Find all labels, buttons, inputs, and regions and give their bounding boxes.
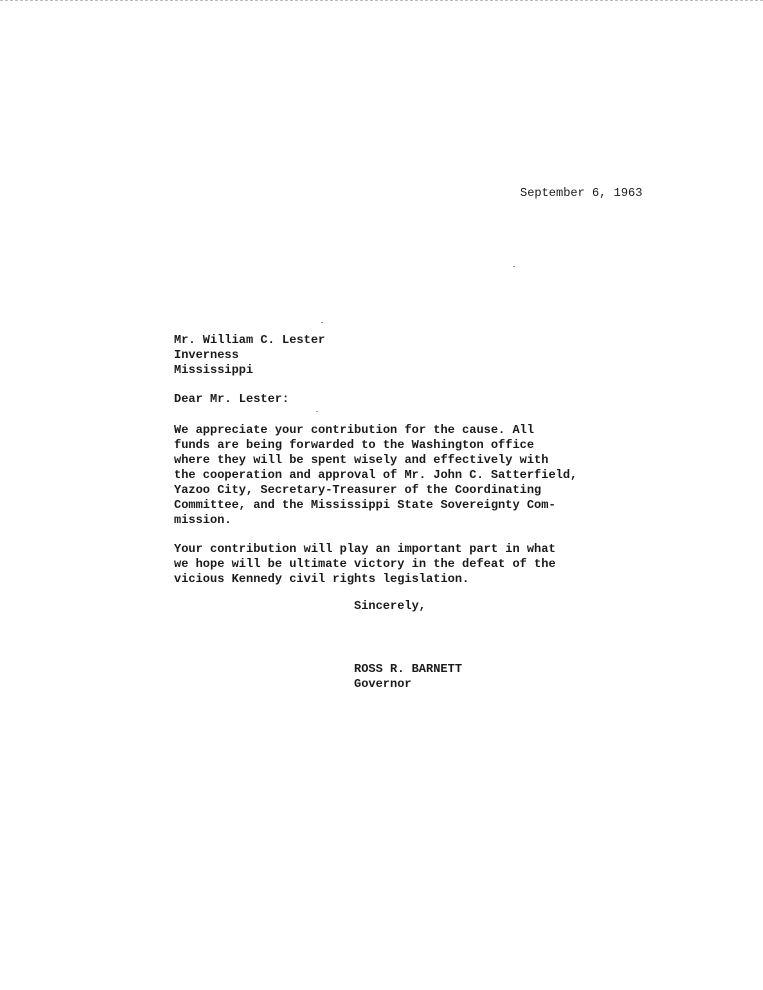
paragraph-line: where they will be spent wisely and effectively with: [174, 453, 549, 467]
paragraph-line: Yazoo City, Secretary-Treasurer of the Coordinating: [174, 483, 542, 497]
recipient-city: Inverness: [174, 348, 239, 362]
paragraph-line: funds are being forwarded to the Washington office: [174, 438, 535, 452]
body-paragraph-2: [174, 542, 556, 587]
letter-date: September 6, 1963: [520, 186, 643, 200]
salutation: Dear Mr. Lester:: [174, 392, 290, 406]
paper-speck: [513, 266, 515, 267]
recipient-state: Mississippi: [174, 363, 254, 377]
closing: Sincerely,: [354, 599, 427, 613]
signer-name: ROSS R. BARNETT: [354, 662, 463, 676]
paragraph-line: Your contribution will play an important part in what: [174, 542, 556, 556]
paragraph-line: mission.: [174, 513, 232, 527]
recipient-address: [174, 333, 325, 378]
signer-title: Governor: [354, 677, 412, 691]
paragraph-line: we hope will be ultimate victory in the defeat of the: [174, 557, 556, 571]
recipient-name: Mr. William C. Lester: [174, 333, 326, 347]
paragraph-line: We appreciate your contribution for the cause. All: [174, 423, 535, 437]
body-paragraph-1: [174, 423, 577, 528]
paragraph-line: vicious Kennedy civil rights legislation.: [174, 572, 470, 586]
paragraph-line: the cooperation and approval of Mr. John C. Satterfield,: [174, 468, 578, 482]
paragraph-line: Committee, and the Mississippi State Sovereignty Com-: [174, 498, 556, 512]
paper-speck: [321, 322, 323, 323]
signature-block: [354, 662, 462, 692]
paper-speck: [316, 411, 318, 412]
